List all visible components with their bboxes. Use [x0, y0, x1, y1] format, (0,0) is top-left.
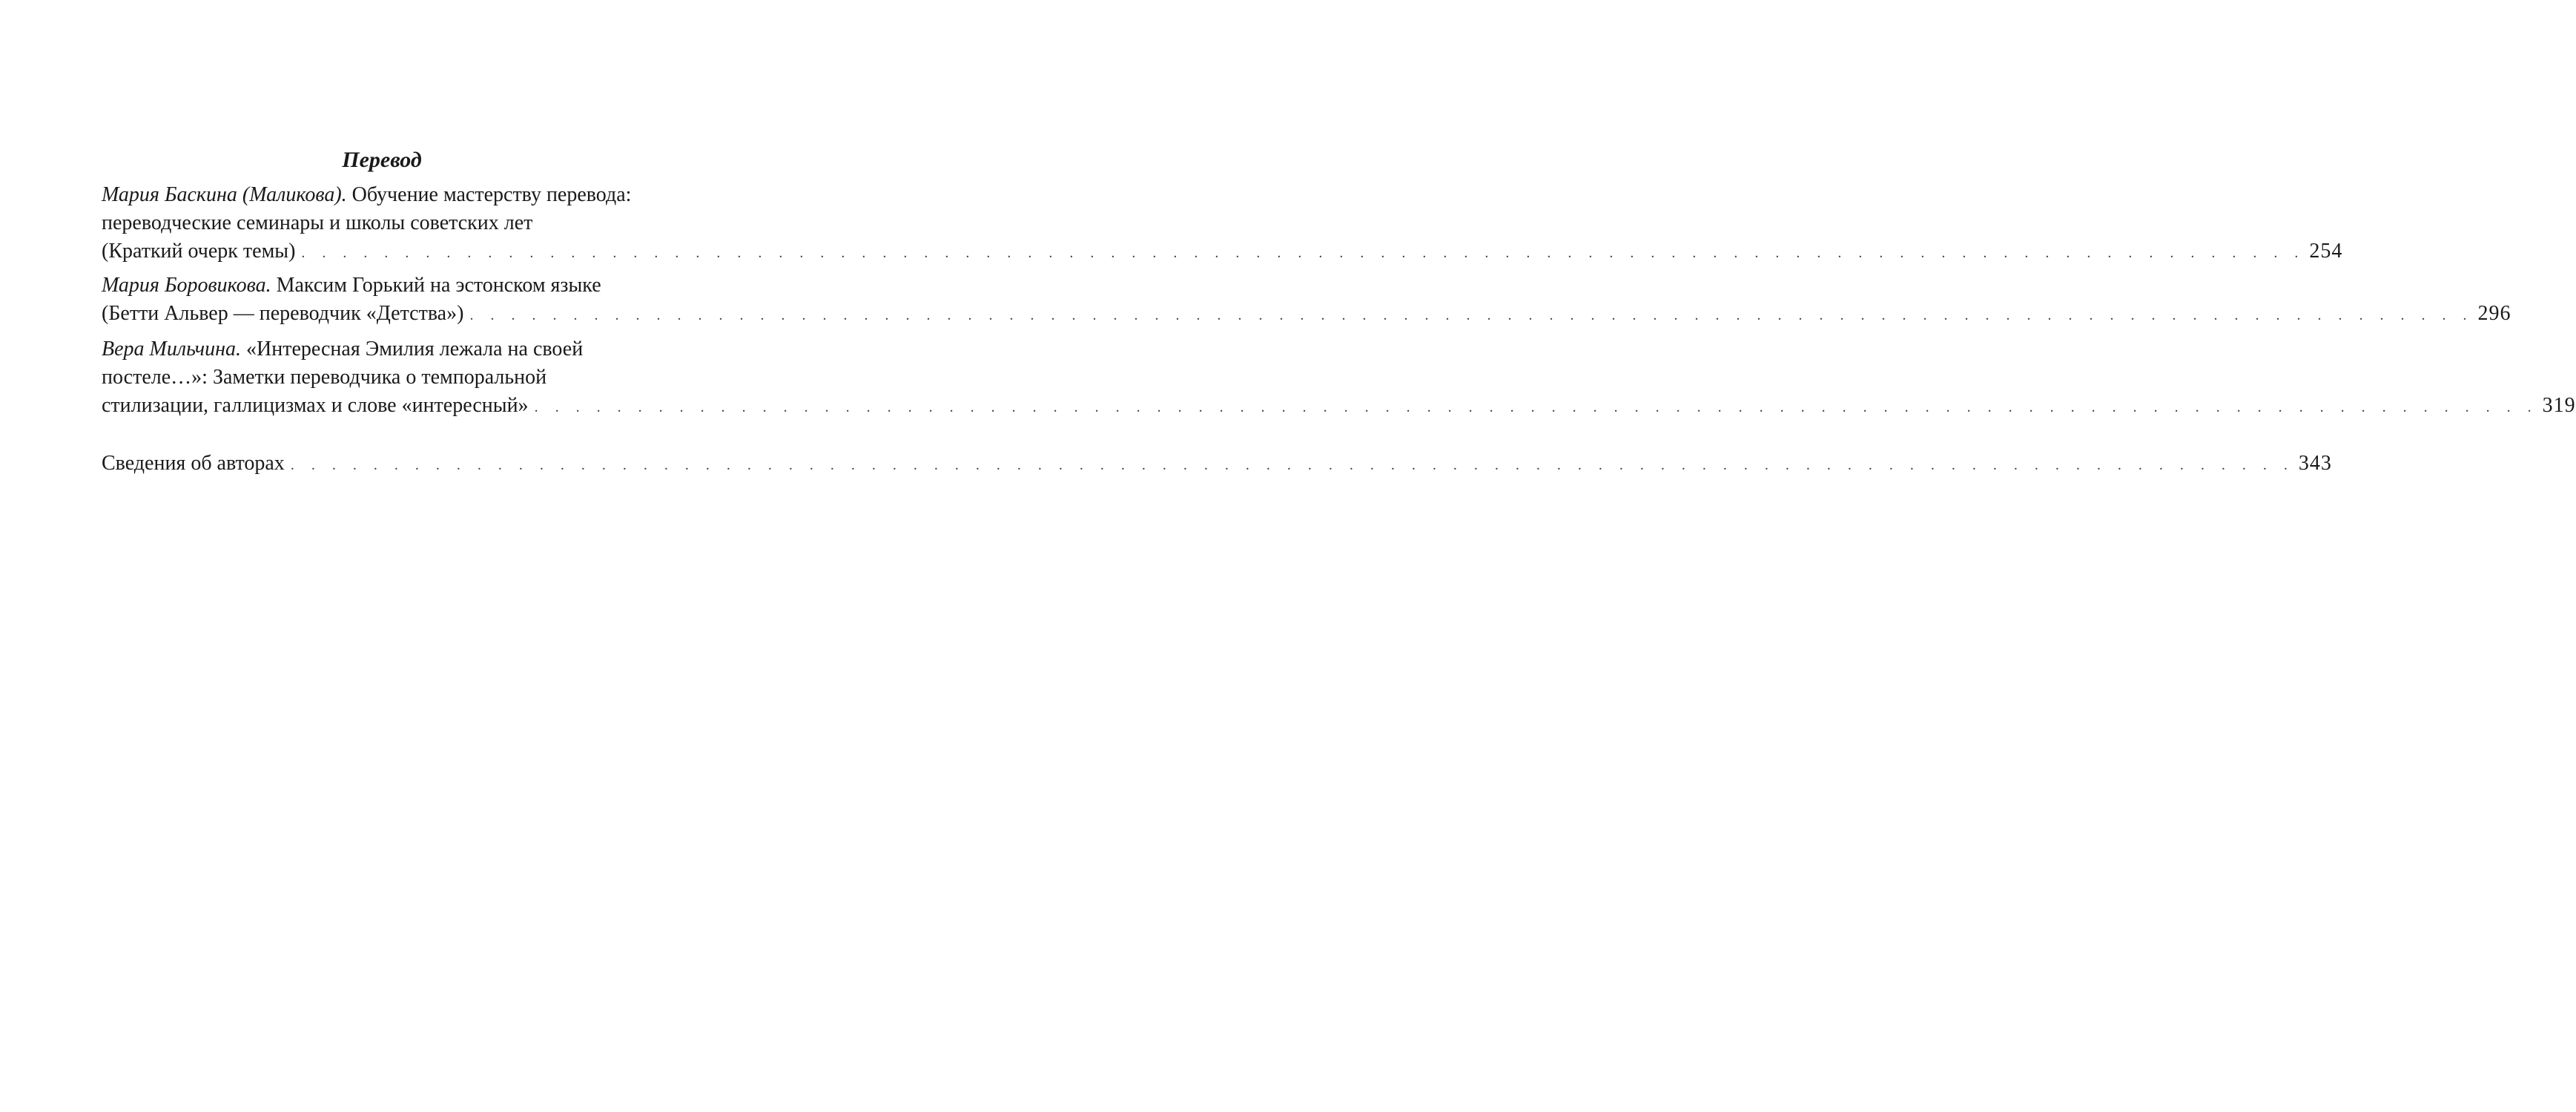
toc-entry-title: (Бетти Альвер — переводчик «Детства»): [102, 302, 464, 325]
dot-leader: . . . . . . . . . . . . . . . . . . . . . . . . . . . . . . . . . . . . . . . . . . . . . . . . . . . . . . . . . . . . . . . . . . . . . . . . . . . . . . . . . . . . . . . . . . . . . . . . .: [469, 307, 2474, 323]
toc-entry-title: Сведения об авторах: [102, 452, 285, 475]
dot-leader: . . . . . . . . . . . . . . . . . . . . . . . . . . . . . . . . . . . . . . . . . . . . . . . . . . . . . . . . . . . . . . . . . . . . . . . . . . . . . . . . . . . . . . . . . . . . . . . . .: [301, 245, 2305, 261]
toc-entry-title: (Краткий очерк темы): [102, 240, 296, 263]
toc-entry[interactable]: [102, 450, 2332, 479]
toc-entry-title: «Интересная Эмилия лежала на своей: [246, 338, 584, 361]
toc-entry-last-line: [102, 450, 2332, 479]
toc-entry-last-line: [102, 392, 2576, 421]
toc-entry-line: [102, 335, 675, 363]
toc-entry-line: постеле…»: Заметки переводчика о темпоральной: [102, 366, 547, 389]
toc-page-number[interactable]: 343: [2298, 452, 2332, 475]
toc-entry[interactable]: [102, 335, 2576, 421]
toc-entry-last-line: [102, 237, 2343, 267]
toc-entry-line: переводческие семинары и школы советских лет: [102, 211, 533, 234]
toc-entry-line: [102, 181, 675, 209]
toc-entry-title: стилизации, галлицизмах и слове «интересный»: [102, 394, 529, 417]
toc-entry[interactable]: [102, 181, 2343, 267]
toc-entry-author: Мария Боровикова.: [102, 274, 271, 297]
toc-page-number[interactable]: 319: [2542, 394, 2576, 417]
toc-entry[interactable]: [102, 272, 2511, 329]
toc-page-number[interactable]: 254: [2309, 240, 2343, 263]
toc-page-number[interactable]: 296: [2477, 302, 2511, 325]
toc-entry-title: Максим Горький на эстонском языке: [276, 274, 601, 297]
toc-entry-author: Вера Мильчина.: [102, 338, 241, 361]
toc-entry-title: Обучение мастерству перевода:: [351, 183, 632, 206]
dot-leader: . . . . . . . . . . . . . . . . . . . . . . . . . . . . . . . . . . . . . . . . . . . . . . . . . . . . . . . . . . . . . . . . . . . . . . . . . . . . . . . . . . . . . . . . . . . . . . . . .: [290, 457, 2294, 473]
toc-entry-line: [102, 272, 675, 300]
toc-entry-author: Мария Баскина (Маликова).: [102, 183, 347, 206]
section-heading: Перевод: [342, 148, 422, 172]
dot-leader: . . . . . . . . . . . . . . . . . . . . . . . . . . . . . . . . . . . . . . . . . . . . . . . . . . . . . . . . . . . . . . . . . . . . . . . . . . . . . . . . . . . . . . . . . . . . . . . . .: [534, 399, 2538, 415]
toc-entry-last-line: [102, 300, 2511, 329]
